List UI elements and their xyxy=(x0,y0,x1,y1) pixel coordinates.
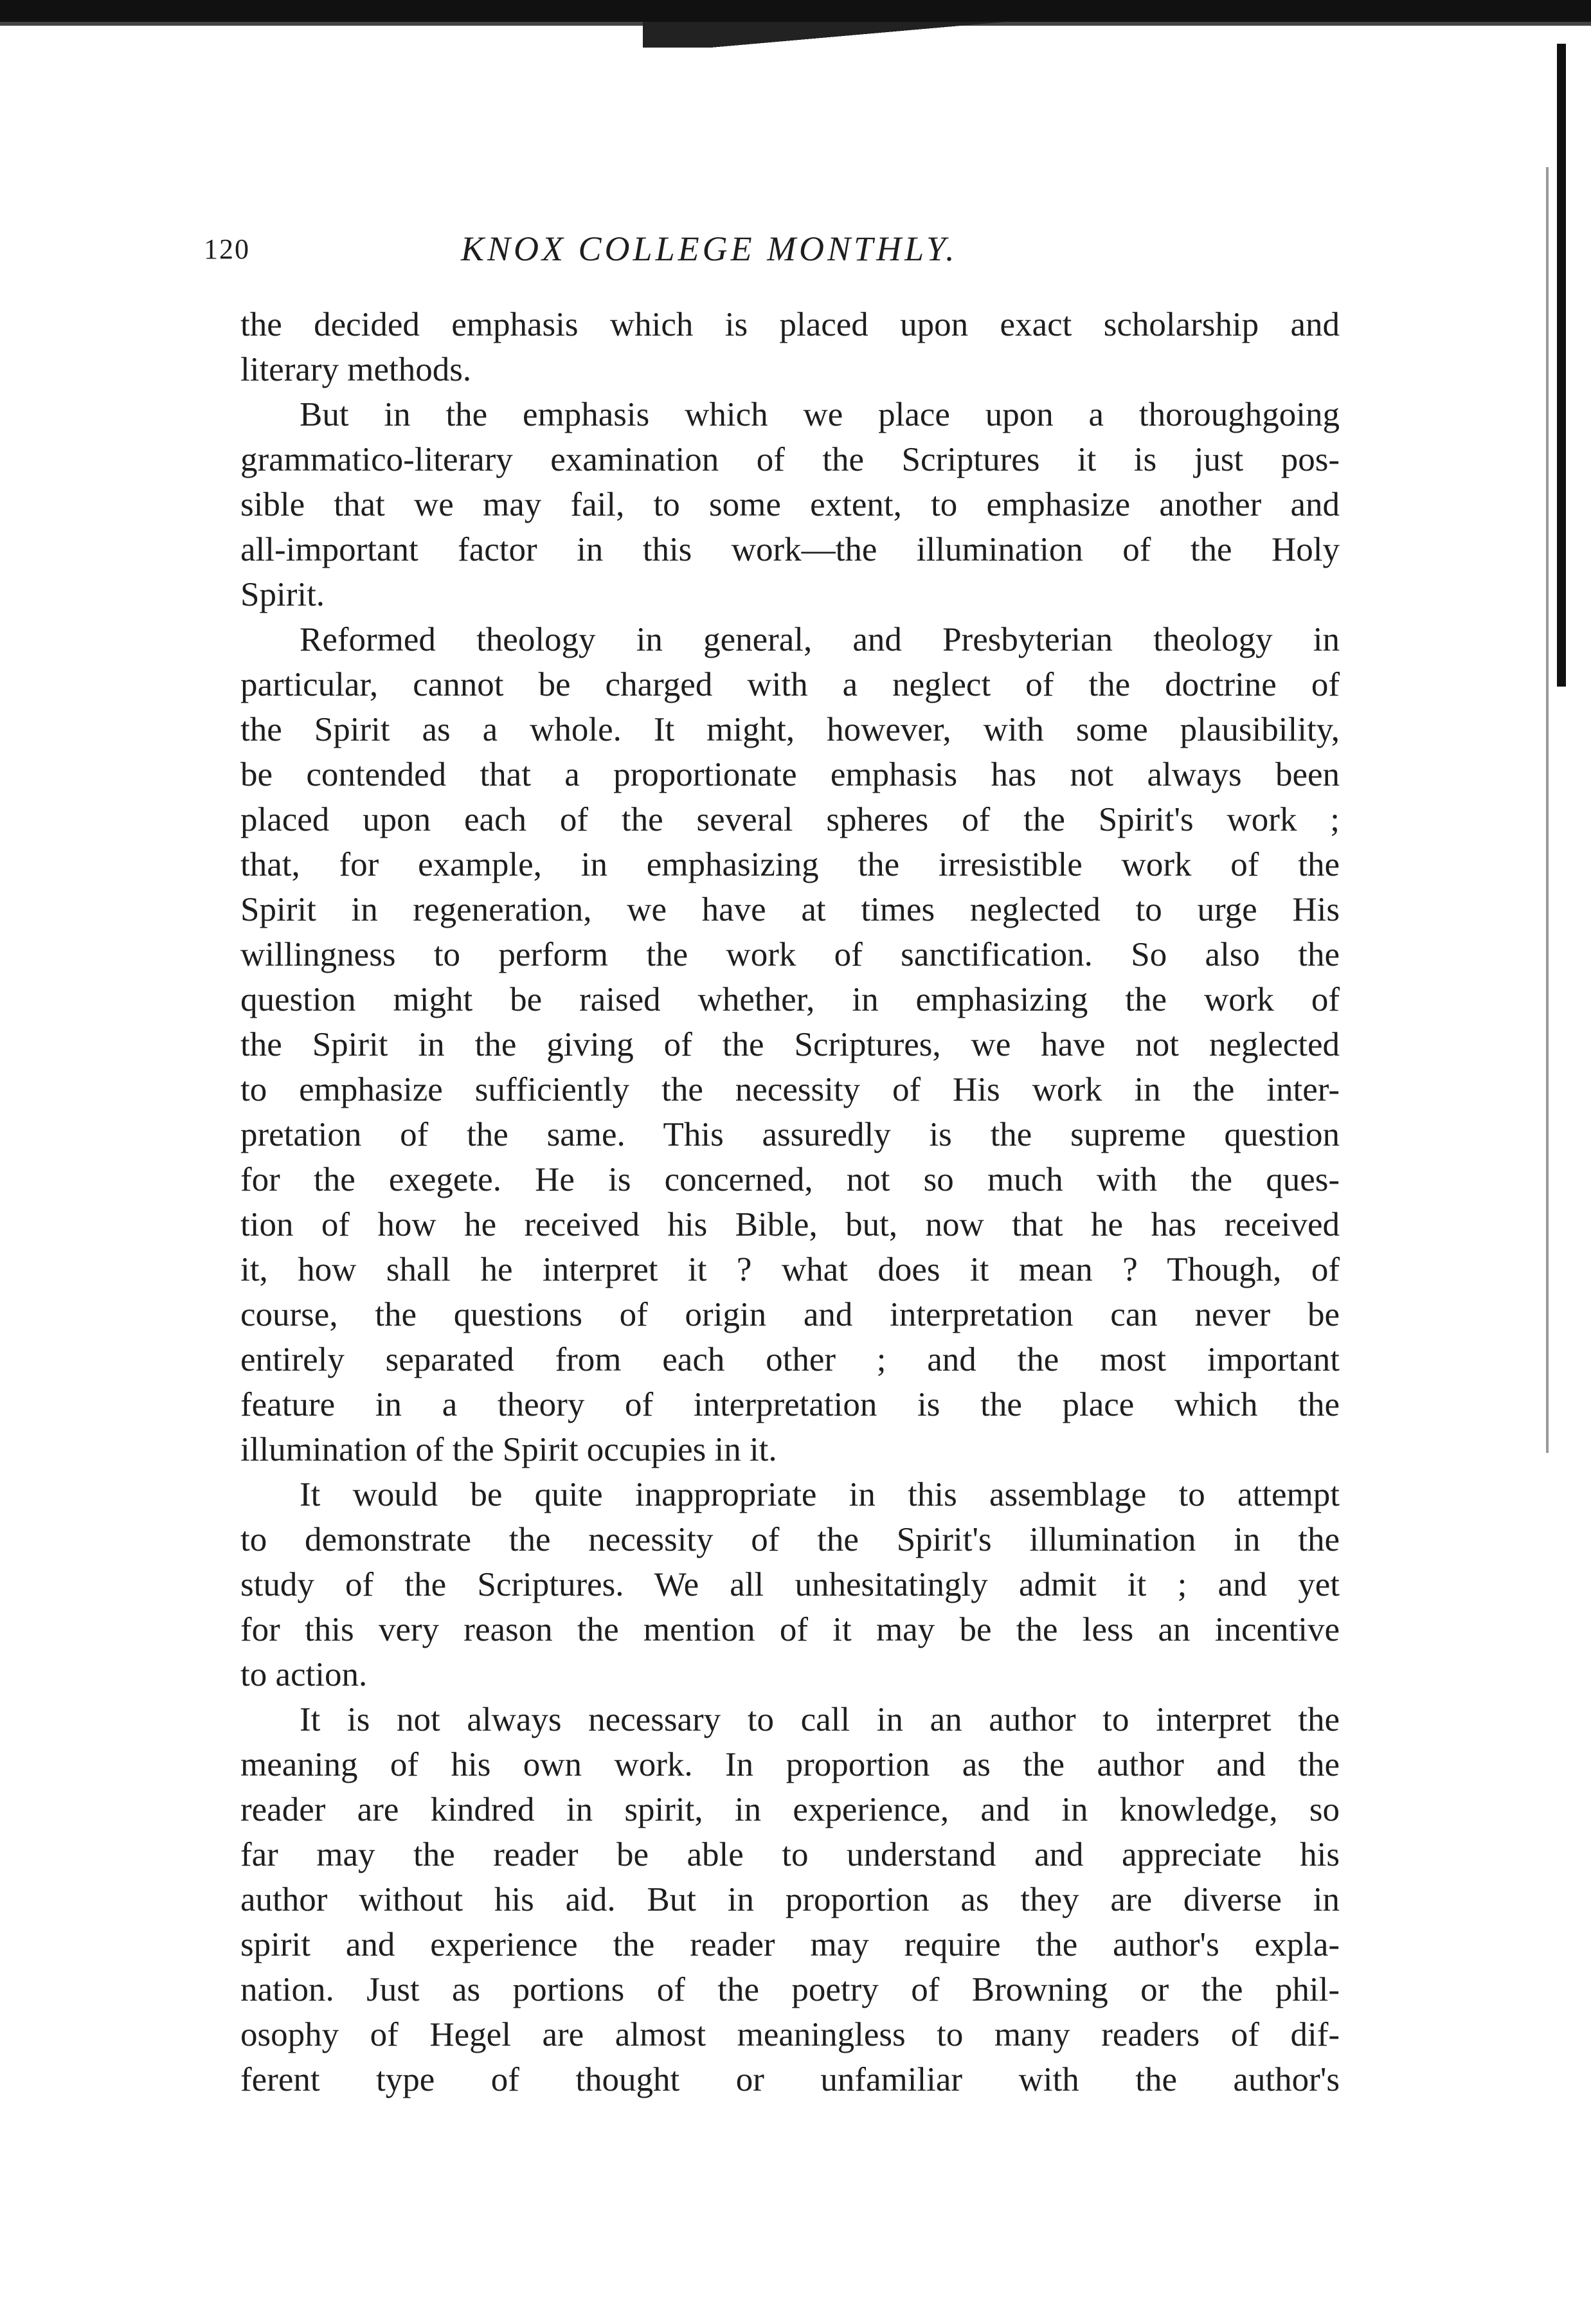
text-line: that, for example, in emphasizing the irresistible work of the xyxy=(240,846,1340,883)
journal-title: KNOX COLLEGE MONTHLY. xyxy=(461,230,958,268)
page-number: 120 xyxy=(204,233,250,265)
text-line: grammatico-literary examination of the Scriptures it is just pos- xyxy=(240,441,1340,478)
text-line: far may the reader be able to understand and appreciate his xyxy=(240,1836,1340,1873)
text-line: pretation of the same. This assuredly is the supreme question xyxy=(240,1116,1340,1153)
text-line: ferent type of thought or unfamiliar with the author's xyxy=(240,2061,1340,2098)
text-line: for this very reason the mention of it may be the less an incentive xyxy=(240,1611,1340,1648)
text-line: to demonstrate the necessity of the Spirit's illumination in the xyxy=(240,1521,1340,1558)
text-line: particular, cannot be charged with a neglect of the doctrine of xyxy=(240,666,1340,703)
running-head xyxy=(204,230,1348,278)
text-line: illumination of the Spirit occupies in it. xyxy=(240,1431,777,1468)
text-line: meaning of his own work. In proportion as the author and the xyxy=(240,1746,1340,1783)
text-line: nation. Just as portions of the poetry of Browning or the phil- xyxy=(240,1971,1340,2008)
text-line: Reformed theology in general, and Presbyterian theology in xyxy=(300,621,1340,658)
scan-edge-right-line xyxy=(1546,167,1549,1453)
text-line: for the exegete. He is concerned, not so much with the ques- xyxy=(240,1161,1340,1198)
text-line: to action. xyxy=(240,1656,368,1693)
article-body xyxy=(240,302,1340,2102)
text-line: the decided emphasis which is placed upon exact scholarship and xyxy=(240,306,1340,343)
text-line: feature in a theory of interpretation is the place which the xyxy=(240,1386,1340,1423)
text-line: study of the Scriptures. We all unhesitatingly admit it ; and yet xyxy=(240,1566,1340,1603)
text-line: to emphasize sufficiently the necessity of His work in the inter- xyxy=(240,1071,1340,1108)
text-line: course, the questions of origin and interpretation can never be xyxy=(240,1296,1340,1333)
text-line: the Spirit as a whole. It might, however, with some plausibility, xyxy=(240,711,1340,748)
text-line: all-important factor in this work—the illumination of the Holy xyxy=(240,531,1340,568)
text-line: reader are kindred in spirit, in experience, and in knowledge, so xyxy=(240,1791,1340,1828)
text-line: the Spirit in the giving of the Scriptures, we have not neglected xyxy=(240,1026,1340,1063)
text-line: tion of how he received his Bible, but, now that he has received xyxy=(240,1206,1340,1243)
text-line: Spirit. xyxy=(240,576,325,613)
text-line: It would be quite inappropriate in this assemblage to attempt xyxy=(300,1476,1340,1513)
text-line: It is not always necessary to call in an author to interpret the xyxy=(300,1701,1340,1738)
text-line: Spirit in regeneration, we have at times neglected to urge His xyxy=(240,891,1340,928)
text-line: literary methods. xyxy=(240,351,472,388)
scan-edge-right xyxy=(1557,44,1566,687)
text-line: sible that we may fail, to some extent, to emphasize another and xyxy=(240,486,1340,523)
text-line: But in the emphasis which we place upon a thoroughgoing xyxy=(300,396,1340,433)
text-line: willingness to perform the work of sanctification. So also the xyxy=(240,936,1340,973)
text-line: entirely separated from each other ; and the most important xyxy=(240,1341,1340,1378)
text-line: it, how shall he interpret it ? what does it mean ? Though, of xyxy=(240,1251,1340,1288)
text-line: placed upon each of the several spheres of the Spirit's work ; xyxy=(240,801,1340,838)
text-line: osophy of Hegel are almost meaningless to many readers of dif- xyxy=(240,2016,1340,2053)
scan-edge-shadow xyxy=(643,22,1556,48)
text-line: question might be raised whether, in emphasizing the work of xyxy=(240,981,1340,1018)
text-line: spirit and experience the reader may require the author's expla- xyxy=(240,1926,1340,1963)
text-line: be contended that a proportionate emphasis has not always been xyxy=(240,756,1340,793)
text-line: author without his aid. But in proportion as they are diverse in xyxy=(240,1881,1340,1918)
